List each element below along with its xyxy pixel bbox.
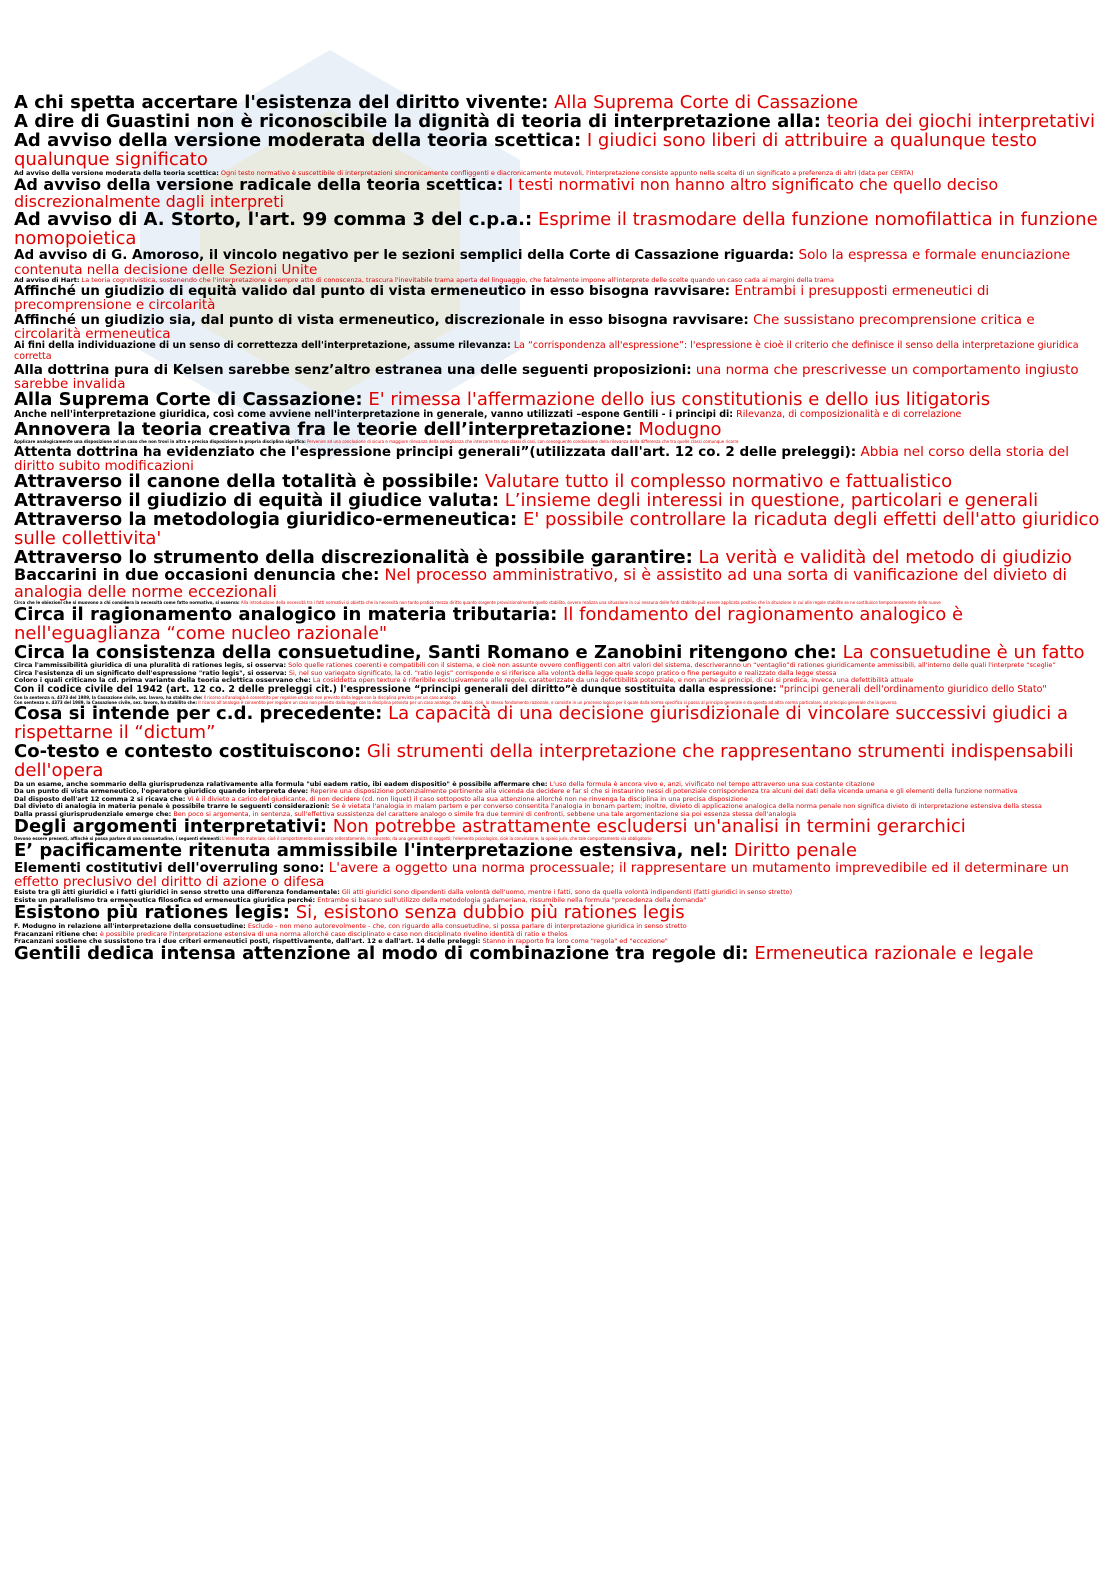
answer-text: teoria dei giochi interpretativi [826,110,1095,132]
answer-text: Ermeneutica razionale e legale [754,943,1034,965]
question-text: Applicare analogicamente una disposizione ad un caso che non trovi in altra e precisa disposizione la propria disciplina significa: [14,438,306,444]
answer-text: Alla Suprema Corte di Cassazione [554,92,859,113]
question-text: Circa il ragionamento analogico in materia tributaria: [14,603,558,625]
question-text: A dire di Guastini non è riconoscibile la dignità di teoria di interpretazione alla: [14,110,821,132]
qa-entry [14,208,1104,249]
answer-text: Ben poco si argomenta, in sentenza, sull'effettiva sussistenza del carattere analogo o simile fra due termini di confronti, sebbene una tale argomentazione sia poi essenza stessa dell'analogia [173,809,797,818]
answer-text: E' possibile controllare la ricaduta degli effetti dell'atto giuridico sulle collettivita' [14,508,1100,549]
qa-entry [14,508,1104,549]
answer-text: La capacità di una decisione giurisdizionale di vincolare successivi giudici a rispettarne il “dictum” [14,703,1069,744]
answer-text: Vi è il divieto a carico del giudicante, di non decidere (cd. non liquet) il caso sottoposto alla sua attenzione allorché non ne rinvenga la disciplina in una precisa disposizione [187,794,748,803]
qa-document [14,94,1104,964]
question-text: Ad avviso di G. Amoroso, il vincolo negativo per le sezioni semplici della Corte di Cassazione riguarda: [14,247,795,264]
answer-text: La “corrispondenza all'espressione”: l'espressione è cioè il criterio che definisce il senso della interpretazione giuridica corretta [14,339,1079,362]
question-text: Ad avviso della versione moderata della teoria scettica: [14,168,219,177]
question-text: Coloro i quali criticano la cd. prima variante della teoria eclettica osservano che: [14,676,311,685]
question-text: Cosa si intende per c.d. precedente: [14,703,383,725]
answer-text: Rilevanza, di composizionalità e di correlazione [736,408,962,420]
question-text: Baccarini in due occasioni denuncia che: [14,565,380,585]
answer-text: Valutare tutto il complesso normativo e fattualistico [484,470,953,492]
question-text: Attraverso lo strumento della discrezionalità è possibile garantire: [14,546,693,568]
question-text: Con sentenza n. 4373 del 1989, la Cassazione civile, sez. lavoro, ha stabilito che: [14,699,197,705]
answer-text: Se è vietata l'analogia in malam partem e per converso consentita l'analogia in bonam partem; inoltre, divieto di applicazione analogica della norma penale non significa divieto di interpretazione estensiva della stessa [331,802,1042,811]
answer-text: Alla introduzione della necessità tra i fatti normativi si obietta che la necessità non tanto pratico mezzo diritto quanto sorgente provvisionalmente quello stabilito, ovvero realizza una situazione in cui nessuna delle fonti stabilite può essere applicata positivo che la situazione in cui alle regole stabilite se ne sostituisce temporaneamente delle nuove [240,599,941,605]
answer-text: La cosiddetta open texture è riferibile esclusivamente alle regole, caratterizzate da una defettibilità potenziale, e non anche ai principi, di cui si predica, invece, una defettibilità attuale [312,676,914,685]
qa-entry [14,129,1104,170]
answer-text: Non potrebbe astrattamente escludersi un'analisi in termini gerarchici [332,816,966,838]
answer-text: Entrambe si basano sull'utilizzo della metodologia gadameriana, rissumibile nella formula "precedenza della domanda" [317,895,707,904]
question-text: Affinché un giudizio sia, dal punto di vista ermeneutico, discrezionale in esso bisogna ravvisare: [14,311,749,328]
question-text: Attraverso il canone della totalità è possibile: [14,470,480,492]
question-text: Devono essere presenti, affinchè si possa parlare di una consuetudine, i seguenti elementi: [14,836,221,842]
answer-text: E' rimessa l'affermazione dello ius constitutionis e dello ius litigatoris [368,389,991,411]
answer-text: Si, nel suo variegato significato, la cd. “ratio legis” corrisponde o si riferisce alla volontà della legge quale scopo pratico o fine perseguito e realizzato dalla legge stessa [288,668,837,677]
answer-text: Gli strumenti della interpretazione che rappresentano strumenti indispensabili dell'opera [14,741,1074,782]
qa-entry [14,861,1104,889]
qa-entry [14,445,1104,473]
answer-text: Il ricorso all'analogia è consentito per regolare un caso non previsto dalla legge con la disciplina prevista per un caso analogo [203,694,456,700]
qa-entry [14,363,1104,391]
answer-text: una norma che prescrivesse un comportamento ingiusto sarebbe invalida [14,361,1079,392]
question-text: Alla Suprema Corte di Cassazione: [14,389,363,411]
question-text: Ad avviso della versione moderata della teoria scettica: [14,129,582,151]
answer-text: Modugno [638,418,722,440]
question-text: Circa la consistenza della consuetudine, Santi Romano e Zanobini ritengono che: [14,641,837,663]
question-text: Attraverso la metodologia giuridico-ermeneutica: [14,508,518,530]
question-text: Con la sentenza n. 4373 del 1989, la Cassazione civile, sez. lavoro, ha stabilito che: [14,694,203,700]
answer-text: Esprime il trasmodare della funzione nomofilattica in funzione nomopoietica [14,208,1098,249]
qa-entry [14,743,1104,781]
question-text: Esistono più rationes legis: [14,902,290,924]
question-text: A chi spetta accertare l'esistenza del diritto vivente: [14,92,549,113]
question-text: Da un punto di vista ermeneutico, l'operatore giuridico quando interpreta deve: [14,787,309,796]
answer-text: Si, esistono senza dubbio più rationes legis [295,902,685,924]
qa-entry [14,248,1104,276]
question-text: Dalla prassi giurisprudenziale emerge che: [14,809,172,818]
qa-entry [14,284,1104,312]
question-text: Gentili dedica intensa attenzione al modo di combinazione tra regole di: [14,943,749,965]
question-text: Affinché un giudizio di equità valido dal punto di vista ermeneutico in esso bisogna ravvisare: [14,283,731,300]
qa-entry [14,567,1104,601]
answer-text: I giudici sono liberi di attribuire a qualunque testo qualunque significato [14,129,1037,170]
question-text: Dal divieto di analogia in materia penale è possibile trarre le seguenti considerazioni: [14,802,330,811]
question-text: E’ pacificamente ritenuta ammissibile l'interpretazione estensiva, nel: [14,839,729,861]
answer-text: Il fondamento del ragionamento analogico è nell'eguaglianza “come nucleo razionale" [14,603,964,644]
answer-text: La teoria cognitivistica, sostenendo che l'interpretazione è sempre atto di conoscenza, trascura l'inevitabile trama aperta del linguaggio, che fatalmente impone all'interprete delle scelte quando un caso cada ai margini della trama [81,275,834,284]
question-text: Dal disposto dell'art 12 comma 2 si ricava che: [14,794,186,803]
question-text: Circa l'esistenza di un significato dell'espressione "ratio legis", si osserva: [14,668,287,677]
qa-entry [14,945,1104,964]
question-text: Esiste tra gli atti giuridici e i fatti giuridici in senso stretto una differenza fondamentale: [14,888,340,897]
answer-text: Ogni testo normativo è suscettibile di interpretazioni sincronicamente confliggenti e diacronicamente mutevoli, l'interpretazione consiste appunto nella scelta di un significato a preferenza di altri (data per CERTA) [220,168,914,177]
question-text: Esiste un parallelismo tra ermeneutica filosofica ed ermeneutica giuridica perché: [14,895,316,904]
answer-text: La consuetudine è un fatto [842,641,1085,663]
answer-text: I testi normativi non hanno altro significato che quello deciso discrezionalmente dagli interpreti [14,175,999,211]
qa-entry [14,341,1104,363]
answer-text: L’insieme degli interessi in questione, particolari e generali [504,489,1039,511]
qa-entry [14,177,1104,211]
question-text: Attenta dottrina ha evidenziato che l'espressione principi generali”(utilizzata dall'art. 12 co. 2 delle preleggi): [14,443,857,460]
question-text: Alla dottrina pura di Kelsen sarebbe senz’altro estranea una delle seguenti proposizioni: [14,361,692,378]
question-text: F. Modugno in relazione all'interpretazione della consuetudine: [14,922,246,931]
answer-text: La verità e validità del metodo di giudizio [698,546,1072,568]
question-text: Ad avviso di A. Storto, l'art. 99 comma 3 del c.p.a.: [14,208,533,230]
answer-text: L'avere a oggetto una norma processuale; il rappresentare un mutamento imprevedibile ed il determinare un effetto preclusivo del diritto di azione o difesa [14,859,1069,891]
question-text: Ai fini della individuazione di un senso di correttezza dell'interpretazione, assume rilevanza: [14,339,511,351]
qa-entry [14,705,1104,743]
answer-text: L'uso della formula è ancora vivo e, anzi, vivificato nel tempo attraverso una sua costante citazione [549,779,875,788]
answer-text: Abbia nel corso della storia del diritto subito modificazioni [14,443,1069,474]
answer-text: Il ricorso all'analogia è consentito per regolare un caso non previsto dalla legge con la disciplina prevista per un caso analogo, che abbia, cioè, lo stesso fondamento razionale, e consiste in un processo logico per il quale dalla norma specifica si passa al principio generale e da questo ad altra norma particolare, ad principio generale che la governa [198,699,897,705]
question-text: Anche nell'interpretazione giuridica, così come avviene nell'interpretazione in generale, vanno utilizzati –espone Gentili - i principi di: [14,408,734,420]
question-text: Co-testo e contesto costituiscono: [14,741,362,763]
answer-text: Stanno in rapporto fra loro come "regola" ed "eccezione" [482,936,668,945]
qa-entry [14,391,1104,410]
answer-text: Solo quelle rationes coerenti e compatibili con il sistema, e cioè non assunte ovvero confliggenti con altri valori del sistema, descriveranno un “ventaglio”di rationes giuridicamente ammissibili, all'interno delle quali l'interprete “sceglie” [288,661,1056,670]
answer-text: Reperire una disposizione potenzialmente pertinente alla vicenda da decidere e far sì che si instaurino nessi di potenziale corrispondenza tra alcuni dei dati della vicenda umana e gli elementi della funzione normativa [310,787,1018,796]
answer-text: Solo la espressa e formale enunciazione contenuta nella decisione delle Sezioni Unite [14,247,1071,278]
answer-text: Diritto penale [733,839,857,861]
answer-text: Gli atti giuridici sono dipendenti dalla volontà dell'uomo, mentre i fatti, sono da quella volontà indipendenti (fatti giuridici in senso stretto) [341,888,793,897]
qa-entry [14,818,1104,837]
question-text: Con il codice civile del 1942 (art. 12 co. 2 delle preleggi cit.) l'espressione “principi generali del diritto”è dunque sostituita dalla espressione: [14,683,777,695]
qa-entry [14,313,1104,341]
question-text: Circa che le obiezioni che si muovono a chi considera la necessità come fatto normativo, si osserva: [14,599,240,605]
question-text: Annovera la teoria creativa fra le teorie dell’interpretazione: [14,418,633,440]
answer-text: Entrambi i presupposti ermeneutici di precomprensione e circolarità [14,283,990,314]
answer-text: L'elemento materiale, cioè il comportamento osservato reiteratamente, in concreto, da una generalità di soggetti; l'elemento psicologico, cioè la convinzione, la opinio juris, che tale comportamento sia obbligatorio [222,836,652,842]
question-text: Degli argomenti interpretativi: [14,816,328,838]
question-text: Ad avviso di Hart: [14,275,80,284]
question-text: Elementi costitutivi dell'overruling sono: [14,859,325,876]
qa-entry [14,603,1104,644]
question-text: Circa l'ammissibilità giuridica di una pluralità di rationes legis, si osserva: [14,661,287,670]
answer-text: Nel processo amministrativo, si è assistito ad una sorta di vanificazione del divieto di analogia delle norme eccezionali [14,565,1067,602]
answer-text: Che sussistano precomprensione critica e circolarità ermeneutica [14,311,1035,342]
question-text: Attraverso il giudizio di equità il giudice valuta: [14,489,500,511]
answer-text: Esclude - non meno autorevolmente - che, con riguardo alla consuetudine, si possa parlare di interpretazione giuridica in senso stretto [247,922,687,931]
question-text: Ad avviso della versione radicale della teoria scettica: [14,175,504,195]
question-text: Da un esame, anche sommario della giurisprudenza ralativamente alla formula "ubi eadem ratio, ibi eadem dispositio" è possibile affermare che: [14,779,548,788]
qa-entry [14,418,1104,440]
qa-entry [14,904,1104,923]
answer-text: Pervenire ad una conclusione di sicura e maggiore rilevanza della somiglianza che intercorre tra due classi di casi, con conseguente condivisione della rilevanza della differenza che tra quelle classi comunque ricorre [307,438,739,444]
answer-text: è possibile predicare l'interpretazione estensiva di una norma allorché caso disciplinato e caso non disciplinato rivelino identità di ratio e thelos [99,929,568,938]
question-text: Fracanzani sostiene che sussistono tra i due criteri ermeneutici posti, rispettivamente, dall'art. 12 e dall'art. 14 delle preleggi: [14,936,481,945]
qa-entry [14,641,1104,663]
question-text: Fracanzani ritiene che: [14,929,98,938]
answer-text: "principi generali dell'ordinamento giuridico dello Stato" [779,683,1047,695]
